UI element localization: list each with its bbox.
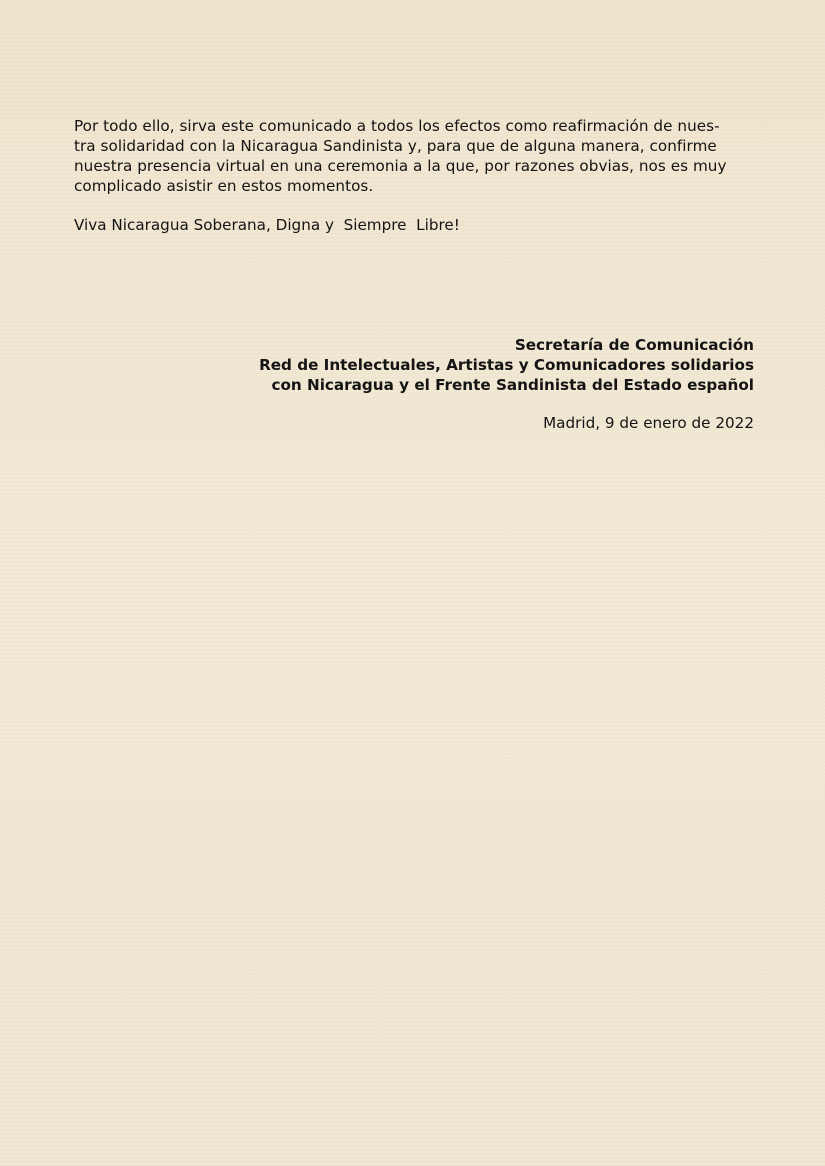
signature-block [259, 335, 754, 395]
body-line: nuestra presencia virtual en una ceremonia a la que, por razones obvias, nos es muy [74, 157, 727, 175]
body-paragraph [74, 116, 740, 196]
body-line: complicado asistir en estos momentos. [74, 177, 374, 195]
signature-organization-continued: con Nicaragua y el Frente Sandinista del Estado español [271, 376, 754, 394]
body-line: tra solidaridad con la Nicaragua Sandinista y, para que de alguna manera, confirme [74, 137, 717, 155]
body-line: Por todo ello, sirva este comunicado a todos los efectos como reafirmación de nues- [74, 117, 720, 135]
signature-department: Secretaría de Comunicación [514, 336, 754, 354]
document-date: Madrid, 9 de enero de 2022 [543, 414, 754, 432]
closing-salutation: Viva Nicaragua Soberana, Digna y Siempre Libre! [74, 216, 460, 234]
signature-organization: Red de Intelectuales, Artistas y Comunicadores solidarios [259, 356, 754, 374]
